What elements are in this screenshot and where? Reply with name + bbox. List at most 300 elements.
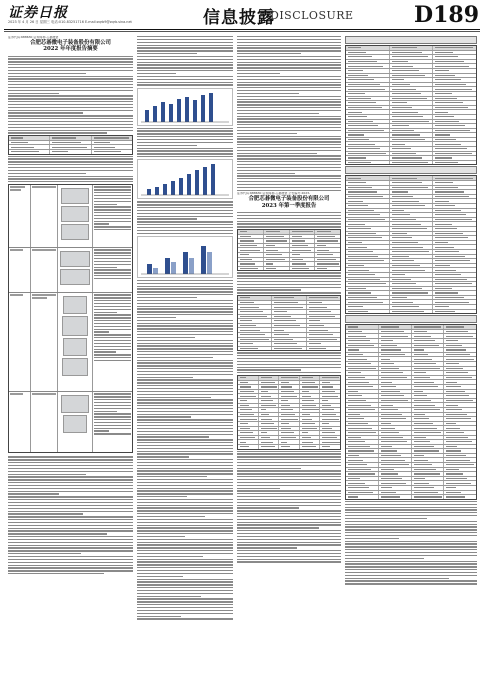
text-line [237, 493, 341, 494]
table-cell [238, 445, 259, 449]
text-line [94, 264, 131, 265]
product-image [61, 188, 89, 204]
table-cell [279, 390, 300, 394]
text-line [237, 144, 341, 145]
body-text [8, 56, 133, 134]
table-cell [346, 142, 390, 146]
table-cell [346, 87, 390, 91]
text-line [8, 178, 133, 179]
text-line [237, 121, 341, 122]
text-line [137, 547, 233, 548]
text-line [94, 221, 131, 222]
text-line [137, 587, 233, 588]
body-text [137, 201, 233, 234]
text-line [137, 230, 233, 231]
table-cell [433, 161, 476, 165]
table-cell [433, 147, 476, 151]
text-line [137, 428, 233, 429]
text-line [237, 470, 341, 471]
table-cell [346, 236, 390, 240]
text-line [137, 522, 233, 523]
text-line [94, 331, 109, 332]
product-image [63, 296, 87, 314]
product-image [62, 358, 88, 376]
text-line [137, 581, 233, 582]
text-line [8, 491, 133, 492]
text-line [137, 604, 233, 605]
table-cell [307, 347, 340, 351]
text-line [137, 570, 233, 571]
text-line [137, 133, 233, 134]
text-line [94, 309, 131, 310]
table-cell [279, 394, 300, 398]
table-cell [279, 440, 300, 444]
table-cell [346, 46, 390, 50]
table-cell [346, 463, 379, 467]
text-line [137, 468, 233, 469]
text-line [8, 533, 107, 534]
table-cell [50, 141, 91, 145]
text-line [237, 465, 341, 466]
table-cell [444, 339, 476, 343]
table-cell [379, 454, 412, 458]
table-cell [346, 250, 390, 254]
text-line [345, 583, 477, 584]
text-line [237, 482, 341, 483]
table-cell [259, 422, 280, 426]
text-line [137, 488, 233, 489]
text-line [8, 176, 133, 177]
text-line [237, 104, 341, 105]
table-cell [379, 394, 412, 398]
text-line [237, 187, 341, 188]
table-cell [320, 436, 340, 440]
table-cell [390, 110, 434, 114]
table-cell [279, 436, 300, 440]
body-text [237, 451, 341, 563]
table-cell [346, 334, 379, 338]
table-cell [444, 362, 476, 366]
text-line [237, 164, 341, 165]
product-image [61, 224, 89, 240]
text-line [345, 515, 477, 516]
text-line [137, 297, 197, 298]
table-cell [346, 296, 390, 300]
text-line [237, 544, 341, 545]
table-cell [412, 348, 445, 352]
table-cell [444, 413, 476, 417]
table-cell [290, 258, 316, 262]
table-cell [290, 248, 316, 252]
text-line [345, 541, 477, 542]
table-cell [433, 110, 476, 114]
table-cell [444, 408, 476, 412]
table-cell [379, 495, 412, 499]
text-line [237, 524, 341, 525]
table-cell [320, 399, 340, 403]
table-cell [346, 204, 390, 208]
text-line [237, 161, 341, 162]
table-cell [379, 458, 412, 462]
text-line [237, 462, 341, 463]
table-cell [412, 491, 445, 495]
text-line [237, 453, 341, 454]
table-cell [264, 267, 290, 271]
text-line [237, 93, 299, 94]
text-line [237, 488, 280, 489]
text-line [345, 558, 424, 559]
text-line [137, 286, 233, 287]
table-cell [346, 282, 390, 286]
table-cell [379, 330, 412, 334]
table-cell [320, 427, 340, 431]
text-line [8, 73, 86, 74]
table-cell [346, 241, 390, 245]
table-cell [412, 472, 445, 476]
table-cell [390, 310, 434, 314]
text-line [137, 584, 233, 585]
text-line [237, 212, 341, 213]
table-cell [300, 440, 321, 444]
table-cell [379, 463, 412, 467]
text-line [137, 596, 201, 597]
table-cell [433, 227, 476, 231]
text-line [345, 504, 477, 505]
text-line [8, 161, 133, 162]
table-cell [238, 305, 272, 309]
text-line [94, 206, 131, 207]
text-line [94, 334, 131, 335]
table-cell [379, 367, 412, 371]
text-line [345, 555, 477, 556]
table-cell [444, 440, 476, 444]
table-cell [444, 422, 476, 426]
text-line [94, 323, 131, 324]
table-cell [390, 222, 434, 226]
text-line [8, 121, 133, 122]
table-cell [272, 333, 306, 337]
bar-chart-plot [139, 90, 233, 124]
table-cell [279, 376, 300, 380]
table-cell [412, 486, 445, 490]
text-line [137, 204, 233, 205]
text-line [8, 459, 133, 460]
text-line [237, 175, 341, 176]
table-cell [346, 120, 390, 124]
table-cell [346, 436, 379, 440]
table-cell [9, 145, 50, 149]
text-line [237, 96, 341, 97]
table-cell [290, 262, 316, 266]
text-line [137, 516, 205, 517]
table-cell [433, 115, 476, 119]
table-cell [346, 394, 379, 398]
text-line [8, 468, 133, 469]
table-cell [238, 301, 272, 305]
text-line [237, 539, 341, 540]
text-line [8, 528, 133, 529]
text-line [137, 280, 233, 281]
text-line [8, 110, 133, 111]
text-line [345, 546, 477, 547]
table-cell [279, 422, 300, 426]
text-line [237, 485, 341, 486]
text-line [8, 95, 133, 96]
table-cell [379, 408, 412, 412]
table-cell [379, 477, 412, 481]
text-line [237, 369, 301, 370]
text-line [94, 186, 131, 187]
table-cell [346, 218, 390, 222]
table-cell [412, 481, 445, 485]
table-cell [379, 390, 412, 394]
table-cell [379, 431, 412, 435]
table-cell [379, 325, 412, 329]
table-cell [346, 209, 390, 213]
table-cell [290, 235, 316, 239]
text-line [137, 405, 233, 406]
text-line [8, 553, 81, 554]
table-cell [346, 305, 390, 309]
text-line [94, 255, 131, 256]
text-line [137, 50, 233, 51]
table-cell [238, 235, 264, 239]
table-cell [272, 296, 306, 300]
table-cell [238, 319, 272, 323]
text-line [237, 226, 341, 227]
table-cell [412, 463, 445, 467]
text-line [8, 78, 133, 79]
text-line [137, 542, 233, 543]
article-report-title: 2023 年第一季度报告 [261, 202, 317, 209]
product-image [62, 316, 88, 336]
text-line [237, 67, 341, 68]
text-line [237, 361, 341, 362]
table-cell [412, 362, 445, 366]
text-line [137, 354, 233, 355]
table-cell [279, 399, 300, 403]
table-cell [433, 176, 476, 180]
text-line [345, 578, 449, 579]
text-line [94, 428, 131, 429]
table-cell [412, 449, 445, 453]
table-cell [346, 408, 379, 412]
table-cell [390, 138, 434, 142]
text-line [137, 525, 233, 526]
table-cell [412, 403, 445, 407]
text-line [137, 76, 233, 77]
text-line [237, 496, 341, 497]
table-cell [412, 408, 445, 412]
text-line [137, 510, 233, 511]
table-cell [346, 273, 390, 277]
text-line [345, 552, 477, 553]
table-cell [412, 325, 445, 329]
text-line [8, 565, 133, 566]
text-line [237, 278, 341, 279]
table-cell [390, 142, 434, 146]
text-line [94, 249, 131, 250]
table-cell [279, 427, 300, 431]
text-line [137, 505, 233, 506]
table-cell [379, 472, 412, 476]
text-line [137, 593, 233, 594]
text-line [137, 513, 233, 514]
text-line [8, 476, 133, 477]
text-line [94, 340, 131, 341]
table-cell [433, 64, 476, 68]
table-cell [50, 145, 91, 149]
table-cell [379, 353, 412, 357]
text-line [137, 221, 233, 222]
table-cell [444, 376, 476, 380]
table-cell [390, 55, 434, 59]
table-cell [300, 422, 321, 426]
table-cell [238, 342, 272, 346]
text-line [345, 507, 477, 508]
text-line [345, 535, 477, 536]
text-line [345, 512, 477, 513]
table-cell [238, 315, 272, 319]
table-cell [346, 181, 390, 185]
text-line [8, 482, 133, 483]
product-image [63, 415, 87, 433]
text-line [237, 113, 319, 114]
text-line [137, 294, 233, 295]
text-line [237, 101, 341, 102]
table-cell [346, 195, 390, 199]
table-cell [390, 300, 434, 304]
table-cell [238, 296, 272, 300]
table-cell [238, 431, 259, 435]
text-line [8, 167, 133, 168]
text-line [94, 195, 131, 196]
table-cell [390, 147, 434, 151]
table-cell [346, 161, 390, 165]
data-table [345, 324, 477, 500]
text-line [137, 303, 233, 304]
table-cell [279, 417, 300, 421]
text-line [8, 107, 133, 108]
text-line [137, 397, 211, 398]
table-cell [390, 120, 434, 124]
table-cell [272, 347, 306, 351]
table-cell [433, 287, 476, 291]
text-line [237, 138, 341, 139]
text-line [94, 261, 131, 262]
text-line [137, 377, 193, 378]
table-cell [390, 87, 434, 91]
text-line [345, 518, 427, 519]
table-cell [433, 133, 476, 137]
bar-chart [137, 88, 233, 126]
table-cell [346, 133, 390, 137]
text-line [137, 351, 233, 352]
text-line [8, 485, 133, 486]
table-cell [346, 74, 390, 78]
table-cell [412, 380, 445, 384]
text-line [137, 73, 176, 74]
text-line [94, 405, 131, 406]
text-line [94, 357, 131, 358]
table-cell [238, 248, 264, 252]
table-cell [346, 156, 390, 160]
text-line [137, 62, 233, 63]
table-cell [238, 385, 259, 389]
text-line [8, 90, 133, 91]
text-line [137, 610, 233, 611]
text-line [8, 170, 133, 171]
table-cell [346, 458, 379, 462]
text-line [137, 573, 233, 574]
text-line [137, 345, 233, 346]
table-cell [444, 380, 476, 384]
table-cell [444, 390, 476, 394]
table-cell [320, 394, 340, 398]
text-line [237, 99, 341, 100]
text-line [94, 218, 131, 219]
text-line [137, 227, 233, 228]
table-cell [307, 296, 340, 300]
table-cell [433, 259, 476, 263]
text-line [137, 519, 233, 520]
table-cell [433, 232, 476, 236]
text-line [237, 158, 341, 159]
text-line [137, 53, 197, 54]
table-cell [379, 449, 412, 453]
table-cell [433, 60, 476, 64]
table-cell [444, 454, 476, 458]
table-cell [259, 381, 280, 385]
table-cell [412, 454, 445, 458]
text-line [137, 598, 233, 599]
bar-chart-plot [139, 238, 233, 276]
table-cell [433, 190, 476, 194]
text-line [8, 513, 83, 514]
text-line [8, 64, 133, 65]
text-line [137, 576, 183, 577]
table-cell [315, 248, 340, 252]
table-cell [259, 390, 280, 394]
text-line [237, 547, 297, 548]
table-cell [307, 338, 340, 342]
text-line [8, 502, 133, 503]
table-cell [390, 268, 434, 272]
article-code: 证券代码:688630 证券简称:芯碁微装 公告编号:2023- [237, 192, 311, 196]
text-line [237, 281, 341, 282]
text-line [345, 566, 477, 567]
text-line [237, 358, 341, 359]
text-line [137, 323, 233, 324]
text-line [237, 553, 341, 554]
text-line [94, 422, 131, 423]
text-line [8, 98, 133, 99]
table-cell [390, 181, 434, 185]
text-line [137, 337, 195, 338]
section-title: 信息披露 [203, 8, 275, 28]
text-line [94, 297, 131, 298]
table-cell [444, 458, 476, 462]
text-line [94, 433, 131, 434]
text-line [237, 284, 341, 285]
text-line [94, 326, 131, 327]
text-line [237, 502, 341, 503]
table-cell [300, 385, 321, 389]
text-line [237, 110, 341, 111]
table-cell [444, 353, 476, 357]
table-cell [300, 381, 321, 385]
table-cell [346, 371, 379, 375]
